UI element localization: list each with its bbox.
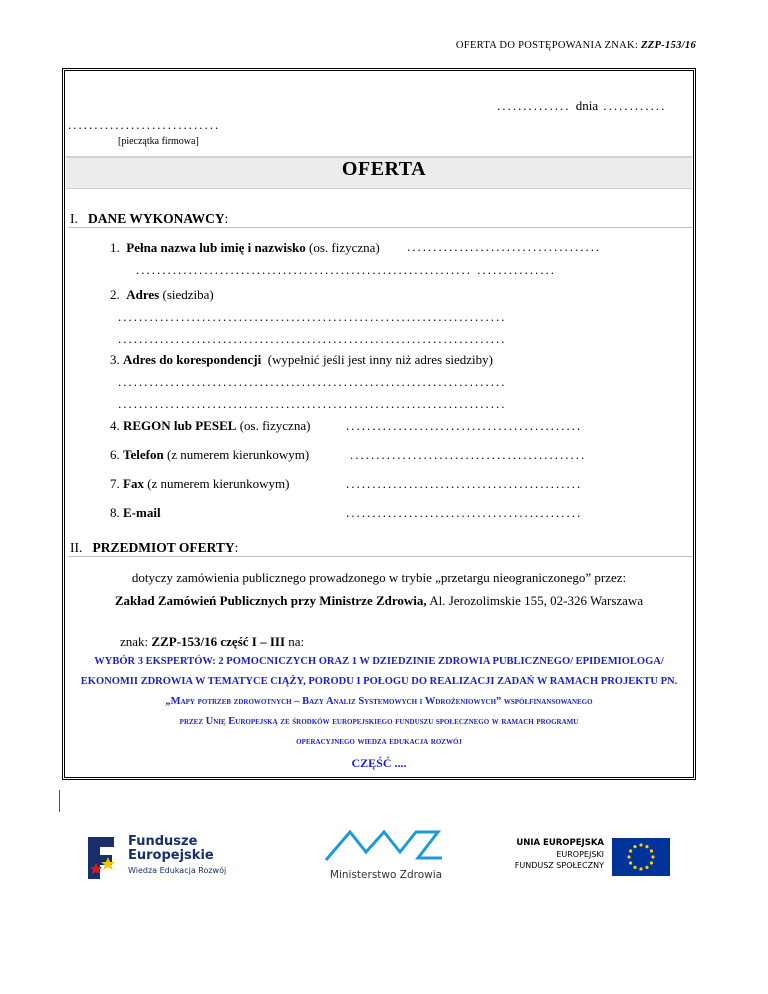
fe-line1: Fundusze xyxy=(128,834,198,849)
case-number: ZZP-153/16 część I – III xyxy=(151,634,286,649)
date-dots: ............ xyxy=(603,98,667,113)
mz-emblem-icon xyxy=(322,828,446,864)
place-dots: .............. xyxy=(497,98,571,113)
date-word: dnia xyxy=(575,98,599,113)
section2-num: II. xyxy=(70,540,83,555)
item-num: 4. xyxy=(110,418,120,433)
organization-name: Zakład Zamówień Publicznych przy Ministrze Zdrowia, xyxy=(114,593,427,608)
item-num: 7. xyxy=(110,476,120,491)
item-num: 3. xyxy=(110,352,120,367)
field-address-dots-1[interactable]: .......................................................................... xyxy=(118,309,507,324)
fe-line3: Wiedza Edukacja Rozwój xyxy=(128,866,227,875)
subject-block xyxy=(66,652,692,752)
section2-rule xyxy=(68,556,692,557)
item-rest: (z numerem kierunkowym) xyxy=(166,447,310,462)
organization-address: Al. Jerozolimskie 155, 02-326 Warszawa xyxy=(429,593,644,608)
case-number-line xyxy=(120,634,304,650)
subject-line: przez Unię Europejską ze środków europejskiego funduszu społecznego w ramach programu xyxy=(179,716,579,727)
logo-fundusze-europejskie xyxy=(86,833,246,883)
document-header xyxy=(456,40,696,51)
item-num: 8. xyxy=(110,505,120,520)
procedure-line: dotyczy zamówienia publicznego prowadzonego w trybie „przetargu nieograniczonego” przez: xyxy=(131,570,627,585)
organization-line xyxy=(66,593,692,609)
fe-line2: Europejskie xyxy=(128,848,214,863)
mz-text: Ministerstwo Zdrowia xyxy=(329,869,443,881)
item-bold: REGON lub PESEL xyxy=(123,418,237,433)
logo-unia-europejska xyxy=(500,838,680,878)
field-email-dots[interactable]: ............................................. xyxy=(346,505,583,520)
section1-title: DANE WYKONAWCY xyxy=(88,211,225,226)
section1-num: I. xyxy=(70,211,78,226)
field-fax-dots[interactable]: ............................................. xyxy=(346,476,583,491)
logo-ministerstwo-zdrowia xyxy=(318,828,450,888)
item-rest: (z numerem kierunkowym) xyxy=(147,476,290,491)
item-bold: Adres do korespondencji xyxy=(123,352,262,367)
item-rest: (os. fizyczna) xyxy=(239,418,311,433)
margin-mark xyxy=(59,790,60,812)
field-address-label xyxy=(110,287,214,303)
field-fax-label xyxy=(110,476,289,492)
ue-line3: FUNDUSZ SPOŁECZNY xyxy=(514,861,604,870)
field-regon-dots[interactable]: ............................................. xyxy=(346,418,583,433)
header-code: ZZP-153/16 xyxy=(641,40,696,51)
subject-line: WYBÓR 3 EKSPERTÓW: 2 POMOCNICZYCH ORAZ 1 W DZIEDZINIE ZDROWIA PUBLICZNEGO/ EPIDEMIOLOGA/ xyxy=(94,656,664,667)
section1-rule xyxy=(68,227,692,228)
section1-colon: : xyxy=(224,211,229,226)
case-suffix: na: xyxy=(288,634,305,649)
field-phone-label xyxy=(110,447,309,463)
item-bold: E-mail xyxy=(123,505,161,520)
header-prefix: OFERTA DO POSTĘPOWANIA ZNAK: xyxy=(455,40,639,51)
page-title: OFERTA xyxy=(341,158,427,180)
field-correspondence-label xyxy=(110,352,493,368)
subject-line: EKONOMII ZDROWIA W TEMATYCE CIĄŻY, PORODU I POŁOGU DO REALIZACJI ZADAŃ W RAMACH PROJEKTU PN. xyxy=(80,676,678,687)
field-phone-dots[interactable]: ............................................. xyxy=(350,447,587,462)
section2-colon: : xyxy=(234,540,239,555)
case-prefix: znak: xyxy=(120,634,149,649)
field-name-dots-2[interactable]: ................................................................ ............... xyxy=(136,262,556,277)
place-date xyxy=(497,98,666,114)
item-num: 1. xyxy=(110,240,120,255)
field-address-dots-2[interactable]: .......................................................................... xyxy=(118,331,507,346)
field-name-label xyxy=(110,240,380,256)
item-bold: Telefon xyxy=(123,447,164,462)
fe-emblem-icon xyxy=(86,835,124,881)
stamp-label: [pieczątka firmowa] xyxy=(118,136,199,147)
item-rest: (wypełnić jeśli jest inny niż adres siedziby) xyxy=(267,352,493,367)
eu-flag-icon xyxy=(612,838,670,876)
ue-line2: EUROPEJSKI xyxy=(556,850,604,859)
item-bold: Pełna nazwa lub imię i nazwisko xyxy=(126,240,306,255)
item-rest: (siedziba) xyxy=(162,287,214,302)
part-number[interactable]: CZĘŚĆ .... xyxy=(351,756,407,770)
subject-line: operacyjnego wiedza edukacja rozwój xyxy=(296,736,462,747)
item-bold: Fax xyxy=(123,476,144,491)
item-bold: Adres xyxy=(126,287,160,302)
item-num: 6. xyxy=(110,447,120,462)
ue-line1: UNIA EUROPEJSKA xyxy=(516,838,604,848)
section1-heading xyxy=(70,211,228,227)
subject-line: „Mapy potrzeb zdrowotnych – Bazy Analiz Systemowych i Wdrożeniowych” współfinansowanego xyxy=(165,696,593,707)
stamp-dots: ............................. xyxy=(68,117,221,132)
field-regon-label xyxy=(110,418,310,434)
item-rest: (os. fizyczna) xyxy=(309,240,380,255)
field-correspondence-dots-2[interactable]: .......................................................................... xyxy=(118,396,507,411)
item-num: 2. xyxy=(110,287,120,302)
field-name-dots-1[interactable]: ..................................... xyxy=(407,239,602,254)
field-correspondence-dots-1[interactable]: .......................................................................... xyxy=(118,374,507,389)
section2-title: PRZEDMIOT OFERTY xyxy=(92,540,235,555)
field-email-label xyxy=(110,505,161,521)
section2-heading xyxy=(70,540,238,556)
